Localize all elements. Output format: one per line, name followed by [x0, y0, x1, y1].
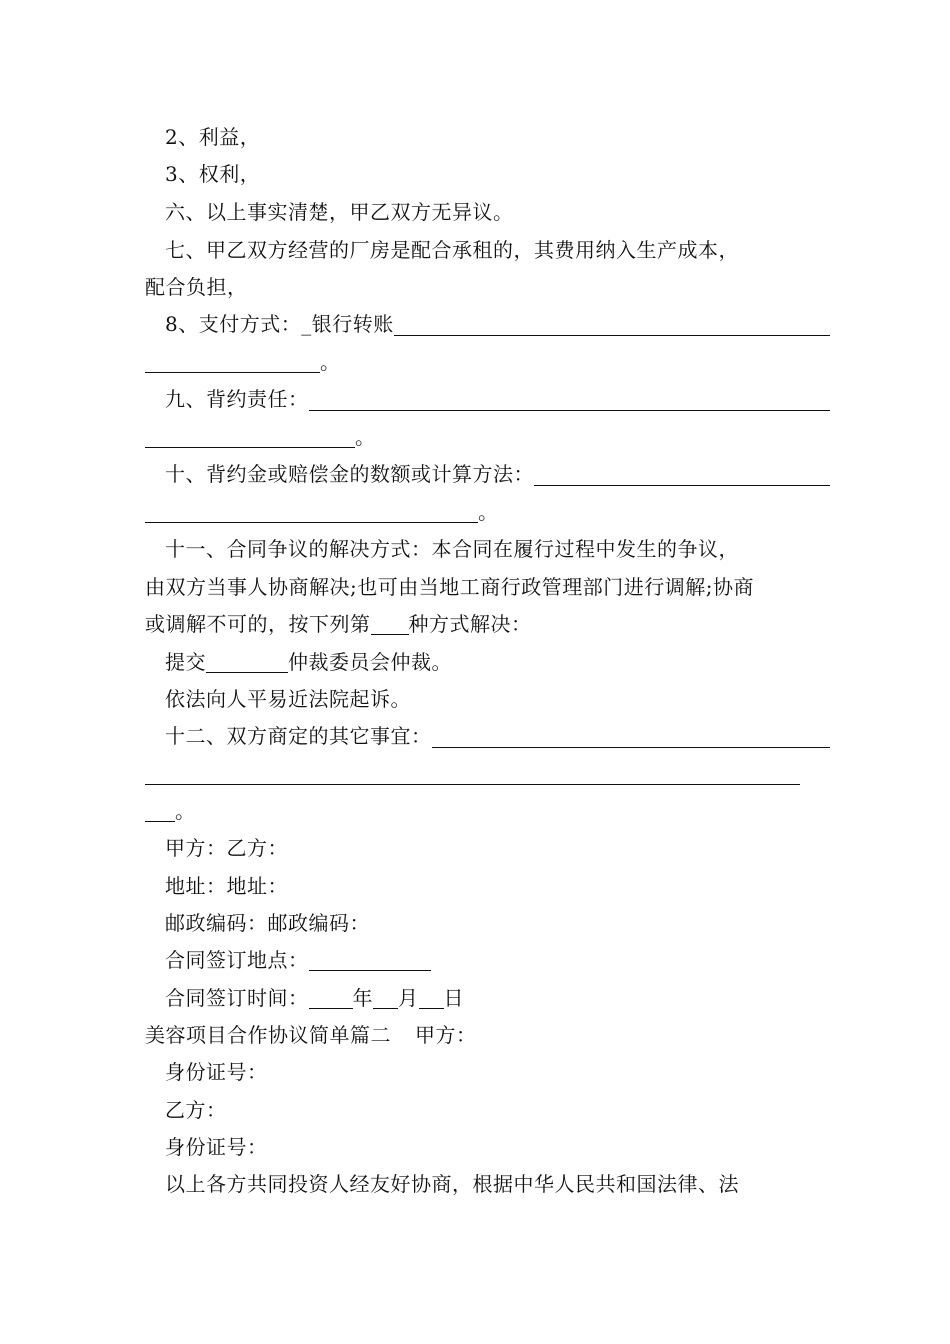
penalty-blank-line-2 [145, 498, 478, 523]
arbitration-blank [206, 648, 288, 673]
section-two-heading [145, 1018, 810, 1052]
clause-11-line-3 [145, 607, 810, 641]
sign-time-label: 合同签订时间： [165, 986, 309, 1010]
option-number-blank [371, 610, 409, 635]
clause-10-penalty [145, 457, 830, 491]
payment-blank-line [394, 311, 830, 336]
address-line: 地址：地址： [165, 874, 288, 898]
id-number-line-1: 身份证号： [165, 1060, 268, 1084]
other-matters-blank-line-2 [145, 760, 800, 785]
sign-place-blank [309, 946, 431, 971]
year-blank [309, 984, 353, 1009]
day-blank [419, 984, 444, 1009]
section-two-title: 美容项目合作协议简单篇二 [145, 1023, 391, 1047]
clause-2-benefit: 2、利益， [165, 125, 261, 149]
period: 。 [478, 500, 499, 524]
arbitration-label: 提交 [165, 650, 206, 674]
section-two-party-a: 甲方： [415, 1023, 477, 1047]
other-matters-blank-line-3 [145, 797, 175, 822]
clause-11-line-3-tail: 种方式解决： [408, 612, 532, 636]
clause-9-continuation [145, 420, 810, 454]
sign-place-label: 合同签订地点： [165, 948, 309, 972]
clause-9-liability [145, 382, 830, 416]
day-label: 日 [443, 986, 464, 1010]
month-label: 月 [398, 986, 419, 1010]
sign-place-line [145, 943, 830, 977]
clause-6: 六、以上事实清楚，甲乙双方无异议。 [165, 200, 514, 224]
sign-time-line [145, 981, 830, 1015]
clause-10-continuation [145, 495, 810, 529]
clause-7-line-1: 七、甲乙双方经营的厂房是配合承租的，其费用纳入生产成本， [165, 238, 739, 262]
clause-12-end [145, 794, 810, 828]
month-blank [373, 984, 398, 1009]
year-label: 年 [352, 986, 373, 1010]
clause-10-label: 十、背约金或赔偿金的数额或计算方法： [165, 462, 534, 486]
clause-9-label: 九、背约责任： [165, 387, 309, 411]
party-b-line: 乙方： [165, 1098, 227, 1122]
payment-blank-line-2 [145, 348, 320, 373]
parties-line: 甲方：乙方： [165, 836, 288, 860]
other-matters-blank-line [432, 723, 831, 748]
arbitration-tail: 仲裁委员会仲裁。 [288, 650, 452, 674]
arbitration-option [145, 645, 830, 679]
liability-blank-line-2 [145, 423, 355, 448]
clause-12-other [145, 719, 830, 753]
clause-11-line-2: 由双方当事人协商解决;也可由当地工商行政管理部门进行调解;协商 [145, 575, 754, 599]
postcode-line: 邮政编码：邮政编码： [165, 911, 370, 935]
period: 。 [320, 350, 341, 374]
liability-blank-line [309, 386, 831, 411]
clause-8-payment [145, 307, 830, 341]
clause-12-label: 十二、双方商定的其它事宜： [165, 724, 432, 748]
clause-11-line-1: 十一、合同争议的解决方式：本合同在履行过程中发生的争议， [165, 537, 739, 561]
court-option: 依法向人平易近法院起诉。 [165, 687, 411, 711]
clause-8-continuation [145, 345, 810, 379]
id-number-line-2: 身份证号： [165, 1135, 268, 1159]
intro-paragraph: 以上各方共同投资人经友好协商，根据中华人民共和国法律、法 [165, 1172, 739, 1196]
penalty-blank-line [534, 461, 830, 486]
clause-8-label: 8、支付方式：_银行转账 [165, 312, 394, 336]
period: 。 [355, 425, 376, 449]
clause-7-line-2: 配合负担， [145, 275, 248, 299]
clause-12-continuation [145, 757, 810, 791]
clause-3-right: 3、权利， [165, 162, 261, 186]
period: 。 [175, 799, 196, 823]
clause-11-line-3-text: 或调解不可的，按下列第 [145, 612, 371, 636]
